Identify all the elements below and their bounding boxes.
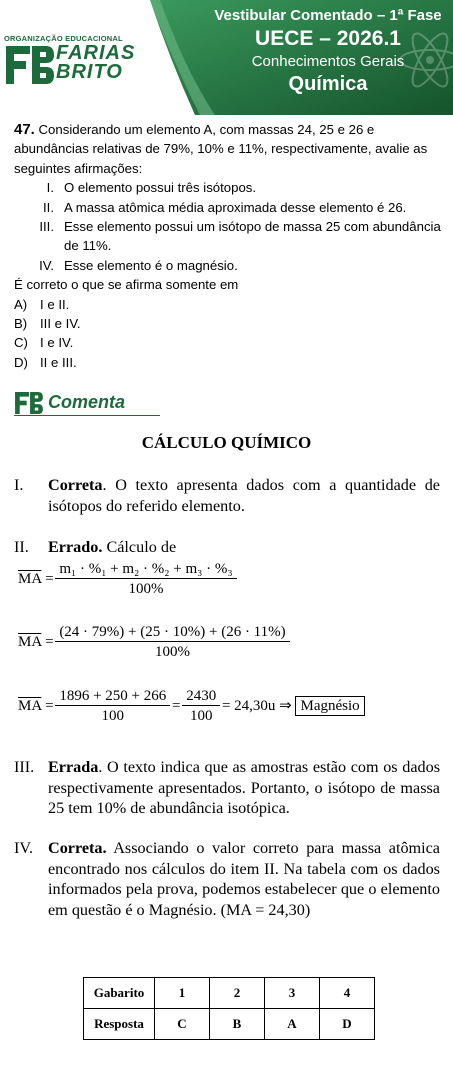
item-body: . O texto indica que as amostras estão com os dados respectivamente apresentados. Portanto, o isótopo de massa 25 tem 10% de abundância isotópica. [48,758,440,817]
statement [14,256,444,275]
eq-numerator: m₁ · %₁ + m₂ · %₂ + m₃ · %₃ [59,561,233,577]
item-text [48,475,440,516]
table-cell: B [210,1009,265,1040]
commentary-item-2 [14,537,440,558]
item-verdict: Correta. [48,839,107,857]
statement [14,198,444,217]
eq-numerator: 1896 + 250 + 266 [59,688,167,704]
alternative-letter: D) [14,354,28,370]
statement-text: O elemento possui três isótopos. [64,180,257,196]
item-body: . O texto apresenta dados com a quantidade de isótopos do referido elemento. [48,476,440,515]
alternative-text: III e IV. [40,316,81,332]
question-number: 47. [14,121,35,138]
eq-result: = 24,30u ⇒ [221,697,292,714]
eq-denominator: 100% [55,578,236,598]
eq-numerator: 2430 [186,688,217,704]
exam-institution: UECE – 2026.1 [255,27,401,50]
table-row [84,978,375,1009]
item-text [48,757,440,819]
exam-title: Vestibular Comentado – 1ª Fase [214,7,442,24]
item-number: IV. [14,839,34,857]
table-cell: A [265,1009,320,1040]
alternative-letter: C) [14,335,28,351]
table-cell: 3 [265,978,320,1009]
eq-fraction [57,688,168,725]
logo-name-line2: BRITO [56,61,123,83]
comenta-heading [14,392,160,416]
logo-name-line1: FARIAS [56,42,136,64]
item-body: Cálculo de [102,538,177,556]
alternative [14,314,444,333]
commentary-title: CÁLCULO QUÍMICO [141,433,312,452]
item-number: II. [14,538,29,556]
statement-text: A massa atômica média aproximada desse elemento é 26. [64,199,407,215]
eq-denominator: 100 [182,705,220,725]
logo-name [56,44,135,82]
table-cell: 1 [155,978,210,1009]
eq-fraction [57,624,287,661]
item-text [48,537,440,558]
table-cell: Resposta [84,1009,155,1040]
commentary-item-4 [14,838,440,920]
item-verdict: Errada [48,758,99,776]
equation-substitution: $\overline{MA}$ = $\frac{(24 \cdot 79\%) + (25 \cdot 10\%) + (26 \cdot 11\%)}{100\%}$ [18,624,288,661]
table-cell: D [320,1009,375,1040]
comenta-label: Comenta [48,392,126,412]
item-body: Associando o valor correto para massa atômica encontrado nos cálculos do item II. Na tabela com os dados informados pela prova, podemos estabelecer que o elemento em questão é o Magnésio. (MA = 24,30) [48,839,440,919]
statement [14,178,444,197]
statement-text: Esse elemento é o magnésio. [64,257,238,273]
alternative-letter: A) [14,296,28,312]
commentary-item-3 [14,757,440,819]
table-cell: C [155,1009,210,1040]
statement-text: Esse elemento possui um isótopo de massa 25 com abundância de 11%. [64,219,441,254]
question-block [14,120,444,372]
eq-numerator: (24 · 79%) + (25 · 10%) + (26 · 11%) [59,624,286,640]
commentary-item-1 [14,475,440,516]
alternative [14,353,444,372]
item-verdict: Errado. [48,538,103,556]
table-cell: Gabarito [84,978,155,1009]
statement-number: I. [46,180,54,196]
header-banner [0,0,453,115]
equation-result: $\overline{MA}$ = $\frac{1896 + 250 + 266}{100}$ = $\frac{2430}{100}$ = 24,30u ⇒ Magnésio [18,688,365,725]
item-number: III. [14,758,35,776]
header-titles [203,6,453,96]
fb-logo-icon [6,46,54,84]
exam-subject: Química [288,73,368,95]
eq-lhs: $\overline{MA}$ [18,633,42,650]
logo-org-label: ORGANIZAÇÃO EDUCACIONAL [4,34,123,43]
eq-lhs: $\overline{MA}$ [18,697,42,714]
statement-number: III. [39,219,54,235]
alternative-text: I e II. [40,296,70,312]
question-prompt: É correto o que se afirma somente em [14,277,239,293]
alternative-text: I e IV. [40,335,74,351]
alternative [14,333,444,352]
answer-table [83,977,375,1040]
eq-lhs: $\overline{MA}$ [18,570,42,587]
comenta-underline [14,415,160,417]
eq-fraction [57,561,234,598]
item-text [48,838,440,920]
eq-fraction [184,688,218,725]
alternative-letter: B) [14,316,28,332]
fb-logo-icon [14,392,44,414]
statement [14,217,444,256]
statement-number: II. [43,199,54,215]
alternative [14,295,444,314]
equation-formula: $\overline{MA}$ = $\frac{\text{m₁ · \%₁ + m₂ · \%₂ + m₃ · \%₃}}{100\%}$ [18,561,235,598]
item-number: I. [14,476,24,494]
question-stem [14,120,444,178]
table-cell: 4 [320,978,375,1009]
table-cell: 2 [210,978,265,1009]
farias-brito-logo [4,34,154,86]
exam-area: Conhecimentos Gerais [251,53,405,70]
eq-denominator: 100% [55,641,289,661]
alternative-text: II e III. [40,354,77,370]
eq-answer-box: Magnésio [295,696,364,716]
table-row [84,1009,375,1040]
item-verdict: Correta [48,476,103,494]
question-text: Considerando um elemento A, com massas 24, 25 e 26 e abundâncias relativas de 79%, 10% e 11%, respectivamente, avalie as seguintes afirmações: [14,122,428,176]
statement-number: IV. [39,257,54,273]
eq-denominator: 100 [55,705,170,725]
